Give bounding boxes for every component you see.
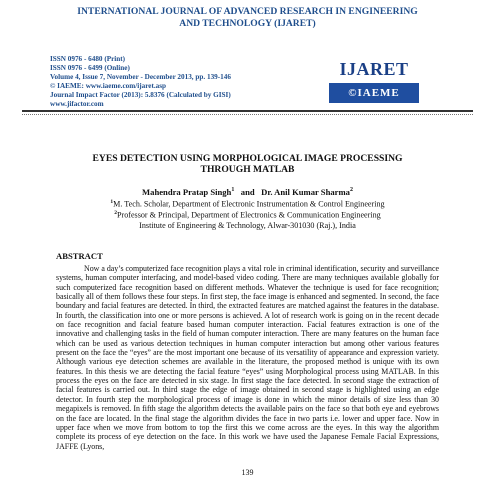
paper-title-line1: EYES DETECTION USING MORPHOLOGICAL IMAGE PROCESSING [92,153,403,164]
journal-title-line1: INTERNATIONAL JOURNAL OF ADVANCED RESEARCH IN ENGINEERING [77,6,418,17]
journal-website: © IAEME: www.iaeme.com/ijaret.asp [50,82,167,90]
issn-print: ISSN 0976 - 6480 (Print) [50,55,126,63]
affiliation-1: $^1$M. Tech. Scholar, Department of Electronic Instrumentation & Control Engineering [110,199,385,209]
journal-title-line2: AND TECHNOLOGY (IJARET) [179,18,316,29]
header-rule-dotted [22,114,473,115]
author-2-sup: 2 [349,187,353,193]
journal-header [20,6,475,30]
paper-title [40,153,455,175]
journal-meta [50,55,315,109]
affiliation-3: Institute of Engineering & Technology, Alwar-301030 (Raj.), India [139,220,356,230]
page-number: 139 [241,468,254,477]
paper-authors [40,185,455,197]
author-1: Mahendra Pratap Singh [142,186,232,197]
paper-title-line2: THROUGH MATLAB [200,164,295,175]
jifactor-link: www.jifactor.com [50,100,104,108]
author-affiliations [40,198,455,230]
author-2: Dr. Anil Kumar Sharma [261,186,350,197]
issn-online: ISSN 0976 - 6499 (Online) [50,64,130,72]
affiliation-1-sup: 1 [110,199,114,205]
volume-issue: Volume 4, Issue 7, November - December 2013, pp. 139-146 [50,73,231,81]
ijaret-logo [329,56,419,103]
author-1-sup: 1 [231,187,235,193]
abstract-heading: ABSTRACT [56,251,103,261]
logo-band: ©IAEME [329,83,419,103]
affiliation-2: $^2$Professor & Principal, Department of Electronics & Communication Engineering [114,210,381,220]
header-rule [22,110,473,112]
logo-title: IJARET [339,59,409,79]
impact-factor: Journal Impact Factor (2013): 5.8376 (Calculated by GISI) [50,91,231,99]
abstract-body: Now a day’s computerized face recognition plays a vital role in criminal identification, security and surveillance systems, human computer interfacing, and model-based video coding. There are many techniques available globally for such computerized face recognition based on different methods. Whatever the technique is used for face recognition; basically all of them follows these four steps. In first step, the face image is enhanced and segmented. In second, the face boundary and facial features are detected. In third, the extracted features are matched against the features in the database. In fourth, the classification into one or more persons is achieved. A lot of research work is going on in the recent decade on face recognition and facial feature based human computer interaction. Facial features extraction is one of the innovative and challenging tasks in the field of human computer interaction. There are many features on the human face which can be used as various detection techniques in human computer interaction but among other various features present on the face the “eyes” are the most important one because of its versatility of appearance and expression variety. Although various eye detection schemes are available in the literature, the proposed method is unique with its own features. In this thesis we are detecting the facial feature “eyes” using Morphological process using MATLAB. In this process the eyes on the face are detected in six stage. In first stage the face detected. In second stage the extraction of facial features is carried out. In third stage the edge of image obtained in second stage is highlighted using an edge detector. In fourth step the morphological process of image is done in which the minor details of size less than 30 megapixels is removed. In fifth stage the algorithm detects the available pairs on the face so that both eye and eyebrows on the face are located. In the final stage the algorithm divides the face in two parts i.e. lower and upper face. Now in upper face when we move from bottom to top the first this we come across are the eyes. In this way the algorithm complete its process of eye detection on the face. In this work we have used the Japanese Female Facial Expressions, JAFFE (Lyons, [56,264,439,451]
author-join: and [240,186,255,197]
affiliation-2-sup: 2 [114,210,118,217]
